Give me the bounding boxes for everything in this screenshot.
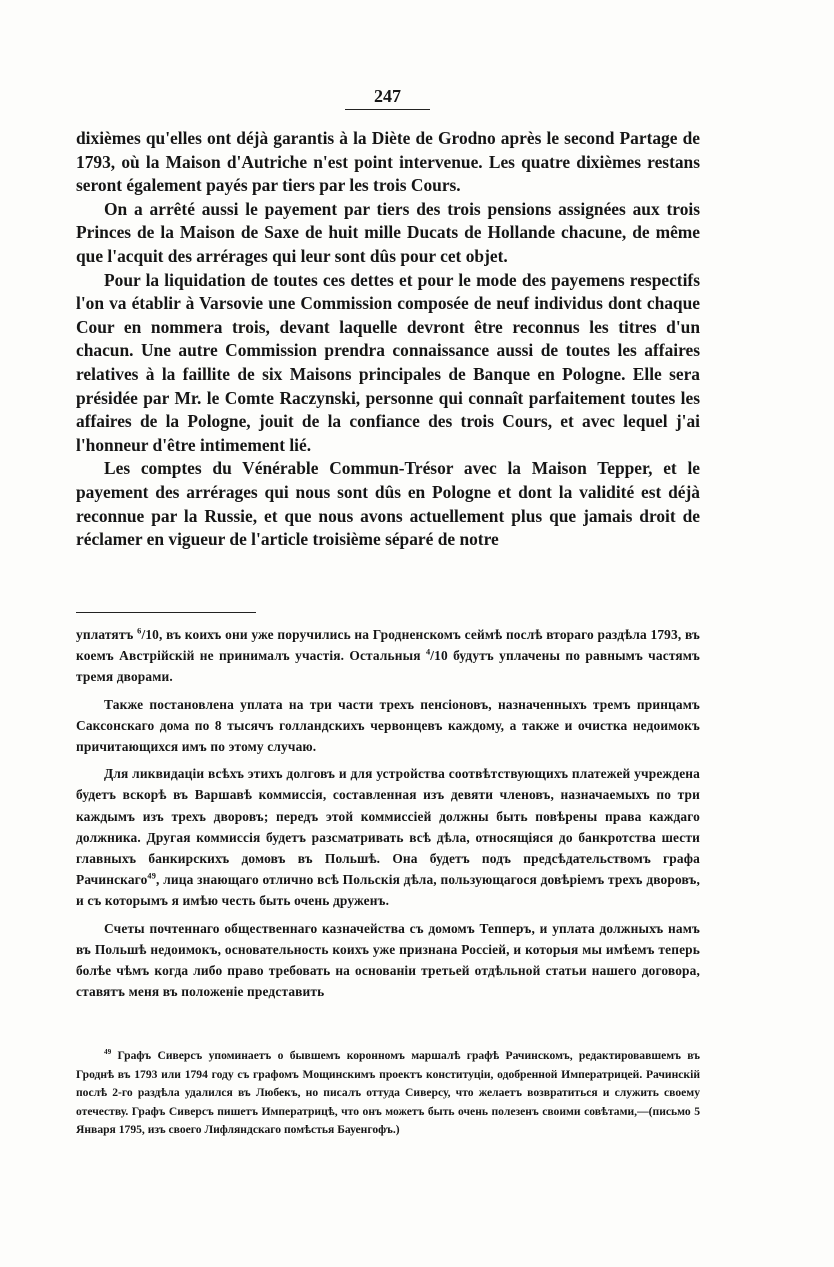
footnote-reference: 49 xyxy=(147,871,157,881)
footnote-separator-rule xyxy=(76,612,256,613)
french-paragraph: Pour la liquidation de toutes ces dettes et pour le mode des payemens respectifs l'on va établir à Varsovie une Commission composée de neuf individus dont chaque Cour en nommera trois, devant laquelle devront être reconnus les titres d'un chacun. Une autre Commission prendra connaissance aussi de toutes les affaires relatives à la faillite de six Maisons principales de Banque en Pologne. Elle sera présidée par Mr. le Comte Raczynski, personne qui connaît parfaitement toutes les affaires de la Pologne, jouit de la confiance des trois Cours, et avec lequel j'ai l'honneur d'être intimement lié. xyxy=(76,269,700,455)
russian-paragraph xyxy=(76,763,700,911)
french-paragraph: dixièmes qu'elles ont déjà garantis à la Diète de Grodno après le second Partage de 1793, où la Maison d'Autriche n'est point intervenue. Les quatre dixièmes restans seront également payés par tiers par les trois Cours. xyxy=(76,128,700,196)
footnote-number: 49 xyxy=(104,1048,112,1057)
french-text-block xyxy=(76,127,700,552)
russian-paragraph: Счеты почтеннаго общественнаго казначейства съ домомъ Тепперъ, и уплата должныхъ намъ въ Польшѣ недоимокъ, основательность коихъ уже признана Россіей, и которыя мы имѣемъ теперь болѣе чѣмъ когда либо право требовать на основаніи третьей отдѣльной статьи нашего договора, ставятъ меня въ положеніе представить xyxy=(76,920,700,1000)
russian-translation-block xyxy=(76,624,700,1008)
french-paragraph: Les comptes du Vénérable Commun-Trésor avec la Maison Tepper, et le payement des arrérages qui nous sont dûs en Pologne et dont la validité est déjà reconnue par la Russie, et que nous avons actuellement plus que jamais droit de réclamer en vigueur de l'article troisième séparé de notre xyxy=(76,458,700,550)
russian-text: , лица знающаго отлично всѣ Польскія дѣла, пользующагося довѣріемъ трехъ дворовъ, и съ которымъ я имѣю честь быть очень друженъ. xyxy=(76,872,700,909)
footnote xyxy=(76,1047,700,1140)
russian-paragraph: Также постановлена уплата на три части трехъ пенсіоновъ, назначенныхъ тремъ принцамъ Саксонскаго дома по 8 тысячъ голландскихъ червонцевъ каждому, а также и очистка недоимокъ причитающихся имъ по этому случаю. xyxy=(76,696,700,755)
russian-text: , въ коихъ они уже поручились на Гродненскомъ сеймѣ послѣ втораго раздѣла 1793, въ коемъ Австрійскій не принималъ участія. Остальныя xyxy=(76,627,700,664)
russian-text: Для ликвидаціи всѣхъ этихъ долговъ и для устройства соотвѣтствующихъ платежей учреждена будетъ вскорѣ въ Варшавѣ коммиссія, составленная изъ девяти членовъ, назначаемыхъ по три каждымъ изъ трехъ дворовъ; передъ этой коммиссіей должны быть повѣрены права каждаго должника. Другая коммиссія будетъ разсматривать всѣ дѣла, относящіяся до банкротства шести главныхъ банкирскихъ домовъ въ Польшѣ. Она будетъ подъ предсѣдательствомъ графа Рачинскаго xyxy=(76,766,700,888)
russian-text: будутъ уплачены по равнымъ частямъ тремя дворами. xyxy=(76,648,700,685)
fraction-denominator: /10 xyxy=(430,648,448,664)
page-number: 247 xyxy=(345,86,430,110)
russian-paragraph xyxy=(76,624,700,688)
fraction-numerator: 6 xyxy=(137,626,142,636)
french-paragraph: On a arrêté aussi le payement par tiers des trois pensions assignées aux trois Princes de la Maison de Saxe de huit mille Ducats de Hollande chacune, de même que l'acquit des arrérages qui leur sont dûs pour cet objet. xyxy=(76,198,700,266)
footnote-text: Графъ Сиверсъ упоминаетъ о бывшемъ коронномъ маршалѣ графѣ Рачинскомъ, редактировавшемъ въ Гроднѣ въ 1793 или 1794 году съ графомъ Мощинскимъ проектъ конституціи, одобренной Императрицей. Рачинскій послѣ 2-го раздѣла удалился въ Любекъ, но писалъ оттуда Сиверсу, что желаетъ возвратиться и служить своему отечеству. Графъ Сиверсъ пишетъ Императрицѣ, что онъ можетъ быть очень полезенъ своими совѣтами,—(письмо 5 Января 1795, изъ своего Лифляндскаго помѣстья Бауенгофъ.) xyxy=(76,1049,700,1137)
footnote-paragraph xyxy=(76,1047,700,1140)
fraction-denominator: /10 xyxy=(141,627,160,642)
fraction-numerator: 4 xyxy=(425,647,431,657)
russian-text: уплатятъ xyxy=(76,627,138,642)
